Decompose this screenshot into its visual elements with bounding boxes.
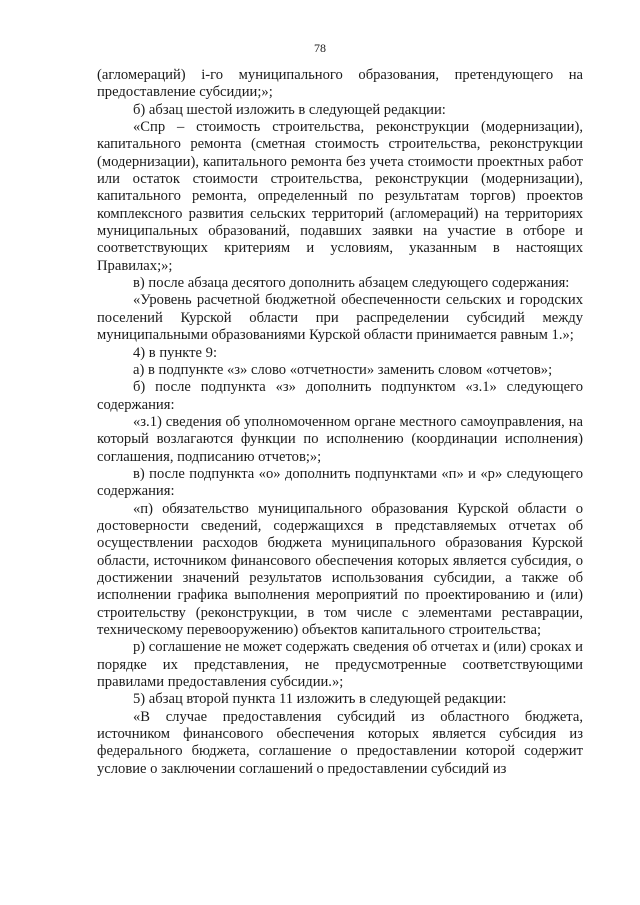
paragraph: «п) обязательство муниципального образования Курской области о достоверности сведений, содержащихся в представляемых отчетах об осуществлении расходов бюджета муниципального образования Курской области, источником финансового обеспечения которых является субсидия, о достижении значений результатов использования субсидии, а также об исполнении графика выполнения мероприятий по проектированию и (или) строительству (реконструкции, в том числе с элементами реставрации, техническому перевооружению) объектов капитального строительства; [97, 500, 583, 638]
paragraph: 5) абзац второй пункта 11 изложить в следующей редакции: [133, 691, 507, 708]
page-number: 78 [314, 41, 326, 55]
paragraph: в) после абзаца десятого дополнить абзацем следующего содержания: [133, 275, 570, 292]
document-body [97, 67, 583, 778]
paragraph: 4) в пункте 9: [133, 344, 218, 361]
paragraph: (агломераций) i-го муниципального образования, претендующего на предоставление субсидии;»; [97, 67, 583, 101]
paragraph: в) после подпункта «о» дополнить подпунктами «п» и «р» следующего содержания: [97, 465, 583, 500]
paragraph: б) абзац шестой изложить в следующей редакции: [133, 101, 446, 118]
paragraph: «Уровень расчетной бюджетной обеспеченности сельских и городских поселений Курской области при распределении субсидий между муниципальными образованиями Курской области принимается равным 1.»; [97, 292, 583, 344]
paragraph: р) соглашение не может содержать сведения об отчетах и (или) сроках и порядке их представления, не предусмотренные соответствующими правилами предоставления субсидии.»; [97, 639, 583, 691]
paragraph: а) в подпункте «з» слово «отчетности» заменить словом «отчетов»; [133, 361, 553, 378]
paragraph: «Спр – стоимость строительства, реконструкции (модернизации), капитального ремонта (сметная стоимость строительства, реконструкции (модернизации), капитального ремонта без учета стоимости проектных работ или остаток стоимости строительства, реконструкции (модернизации), капитального ремонта, определенный по результатам торгов) проектов комплексного развития сельских территорий (агломераций) на территориях муниципальных образований, подавших заявки на участие в отборе и соответствующих критериям и условиям, указанным в настоящих Правилах;»; [97, 119, 583, 274]
paragraph: б) после подпункта «з» дополнить подпунктом «з.1» следующего содержания: [97, 379, 583, 413]
paragraph: «В случае предоставления субсидий из областного бюджета, источником финансового обеспечения которых является субсидия из федерального бюджета, соглашение о предоставлении которой содержит условие о заключении соглашений о предоставлении субсидий из [97, 708, 583, 777]
paragraph: «з.1) сведения об уполномоченном органе местного самоуправления, на который возлагаются функции по исполнению (координации исполнения) соглашения, подписанию отчетов;»; [97, 413, 583, 465]
